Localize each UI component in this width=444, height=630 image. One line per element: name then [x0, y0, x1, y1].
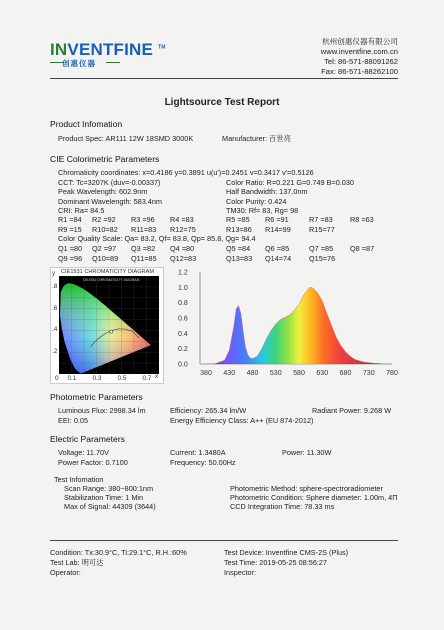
- cri-value: R15=77: [309, 224, 335, 234]
- logo-brand: INVENTFINE ™: [50, 40, 166, 59]
- y-tick-label: 0.6: [178, 315, 188, 323]
- cqs-value: Q15=76: [309, 253, 336, 263]
- report-title: Lightsource Test Report: [164, 97, 280, 108]
- spectrum-y-ticks: [178, 270, 188, 369]
- cri-value: R10=82: [92, 224, 118, 234]
- cqs-value: Q2 =97: [92, 244, 117, 253]
- voltage: Voltage: 11.70V: [58, 448, 109, 457]
- cri-value: R8 =63: [350, 215, 374, 224]
- cqs-value: Q4 =80: [170, 244, 195, 253]
- cie-y-tick: .2: [52, 348, 58, 356]
- x-tick-label: 730: [362, 370, 375, 377]
- x-tick-label: 630: [316, 370, 329, 377]
- power: Power: 11.30W: [282, 448, 332, 457]
- energy-class: Energy Efficiency Class: A++ (EU 874-2012): [170, 416, 314, 425]
- cie-inner-title: CIE1931 CHROMATICITY DIAGRAM: [83, 278, 140, 282]
- cqs-value: Q7 =85: [309, 244, 334, 253]
- logo-divider-right: [106, 62, 120, 63]
- test-time: Test Time: 2019-05-25 08:56:27: [224, 558, 328, 567]
- company-website: www.inventfine.com.cn: [320, 47, 398, 56]
- header-rule: [50, 78, 398, 79]
- cie-x-axis-label: x: [155, 373, 159, 380]
- cqs-value: Q13=83: [226, 253, 253, 263]
- cie-chromaticity-diagram: [50, 267, 164, 384]
- product-spec: Product Spec: AR111 12W 18SMD 3000K: [58, 134, 194, 143]
- test-info-heading: Test Infomation: [54, 475, 104, 484]
- cie-x-tick: 0: [55, 375, 59, 382]
- y-tick-label: 0.4: [178, 330, 188, 338]
- y-tick-label: 1.2: [178, 269, 188, 277]
- max-signal: Max of Signal: 44309 (3644): [64, 502, 156, 511]
- y-tick-label: 0.8: [178, 300, 188, 308]
- spectrum-chart: [166, 268, 398, 383]
- cqs-value: Q1 =80: [58, 244, 83, 253]
- company-tel: Tel: 86-571-88091262: [324, 57, 398, 66]
- cie-plot-area: [59, 276, 159, 374]
- cri-value: R5 =85: [226, 215, 250, 224]
- cie-x-tick: 0.3: [92, 375, 102, 382]
- x-tick-label: 380: [200, 370, 212, 377]
- colorimetric-line: CRI: Ra= 84.5: [58, 206, 105, 215]
- frequency: Frequency: 50.00Hz: [170, 458, 236, 467]
- logo-chinese: 创惠仪器: [62, 59, 96, 68]
- colorimetric-line: CCT: Tc=3207K (duv=-0.00337): [58, 177, 161, 187]
- cie-x-tick: 0.1: [67, 375, 77, 382]
- colorimetric-line: Color Ratio: R=0.221 G=0.749 B=0.030: [226, 177, 354, 187]
- cie-x-tick: 0.5: [117, 375, 127, 382]
- cri-value: R13=86: [226, 224, 252, 234]
- efficiency: Efficiency: 265.34 lm/W: [170, 406, 247, 415]
- logo-tm: TM: [158, 44, 166, 51]
- photometric-condition: Photometric Condition: Sphere diameter: 1.00m, 4Π: [230, 493, 398, 502]
- current: Current: 1.3480A: [170, 448, 226, 457]
- product-heading: Product Infomation: [50, 119, 123, 129]
- colorimetric-line: Chromaticity coordinates: x=0.4186 y=0.3891 u(u')=0.2451 v=0.3417 v'=0.5126: [58, 168, 314, 177]
- cqs-value: Q3 =82: [131, 244, 156, 253]
- x-tick-label: 580: [293, 370, 305, 377]
- scan-range: Scan Range: 380~800:1nm: [64, 484, 154, 493]
- x-tick-label: 680: [339, 370, 352, 377]
- cri-value: R7 =83: [309, 215, 333, 224]
- cqs-line: Color Quality Scale: Qa= 83.2, Qf= 83.8, Qp= 85.8, Qg= 94.4: [58, 234, 256, 243]
- cqs-value: Q9 =96: [58, 253, 83, 263]
- manufacturer: Manufacturer: 百世亮: [222, 134, 291, 143]
- company-fax: Fax: 86-571-88262100: [321, 67, 398, 76]
- x-tick-label: 780: [386, 370, 398, 377]
- cri-value: R12=75: [170, 224, 196, 234]
- cie-diagram-svg: [51, 268, 163, 383]
- test-condition: Condition: Tx:30.9°C, Ti:29.1°C, R.H.:60%: [50, 548, 187, 557]
- footer-rule: [50, 540, 398, 541]
- colorimetric-line: Peak Wavelength: 602.9nm: [58, 187, 148, 196]
- photometric-method: Photometric Method: sphere-spectroradiometer: [230, 484, 383, 493]
- radiant-power: Radiant Power: 9.268 W: [312, 406, 392, 415]
- cri-value: R11=83: [131, 224, 157, 234]
- x-tick-label: 530: [269, 370, 282, 377]
- inspector: Inspector:: [224, 568, 257, 577]
- cie-y-tick: .8: [52, 282, 58, 290]
- stabilization-time: Stabilization Time: 1 Min: [64, 493, 144, 502]
- cri-value: R3 =96: [131, 215, 155, 224]
- cqs-value: Q10=89: [92, 253, 119, 263]
- colorimetric-line: Half Bandwidth: 137.0nm: [226, 187, 308, 196]
- cri-value: R14=99: [265, 224, 291, 234]
- cqs-value: Q14=74: [265, 253, 292, 263]
- colorimetric-line: TM30: Rf= 83, Rg= 98: [226, 206, 299, 215]
- y-tick-label: 0.0: [178, 361, 188, 369]
- y-tick-label: 0.2: [178, 346, 188, 354]
- colorimetric-heading: CIE Colorimetric Parameters: [50, 154, 160, 164]
- ccd-integration-time: CCD Integration Time: 78.33 ms: [230, 502, 335, 511]
- cqs-value: Q11=85: [131, 253, 157, 263]
- x-tick-label: 480: [246, 370, 259, 377]
- cqs-value: Q5 =84: [226, 244, 251, 253]
- chromaticity-point: [110, 330, 113, 333]
- colorimetric-line: Dominant Wavelength: 583.4nm: [58, 196, 162, 206]
- cie-y-tick: .6: [52, 304, 58, 312]
- cie-y-axis-label: y: [52, 270, 56, 277]
- company-name: 杭州创惠仪器有限公司: [322, 37, 398, 46]
- photometric-heading: Photometric Parameters: [50, 392, 143, 402]
- colorimetric-line: Color Purity: 0.424: [226, 196, 287, 206]
- cie-title: CIE1931 CHROMATICITY DIAGRAM: [61, 269, 155, 275]
- cri-value: R9 =15: [58, 224, 82, 234]
- eei: EEI: 0.05: [58, 416, 89, 425]
- cie-x-tick: 0.7: [142, 375, 152, 382]
- test-lab: Test Lab: 明可达: [50, 558, 104, 567]
- cqs-value: Q12=83: [170, 253, 197, 263]
- y-tick-label: 1.0: [178, 284, 188, 292]
- test-device: Test Device: Inventfine CMS-2S (Plus): [224, 548, 349, 557]
- cri-value: R1 =84: [58, 215, 82, 224]
- cri-value: R6 =91: [265, 215, 289, 224]
- cqs-value: Q8 =87: [350, 244, 375, 253]
- cri-value: R4 =83: [170, 215, 194, 224]
- cqs-value: Q6 =85: [265, 244, 290, 253]
- cie-y-tick: .4: [52, 326, 58, 334]
- spectrum-x-ticks: [200, 370, 398, 377]
- cri-value: R2 =92: [92, 215, 116, 224]
- x-tick-label: 430: [223, 370, 236, 377]
- luminous-flux: Luminous Flux: 2998.34 lm: [58, 406, 146, 415]
- spectrum-svg: [166, 268, 398, 383]
- power-factor: Power Factor: 0.7100: [58, 458, 128, 467]
- operator: Operator:: [50, 568, 81, 577]
- electric-heading: Electric Parameters: [50, 434, 125, 444]
